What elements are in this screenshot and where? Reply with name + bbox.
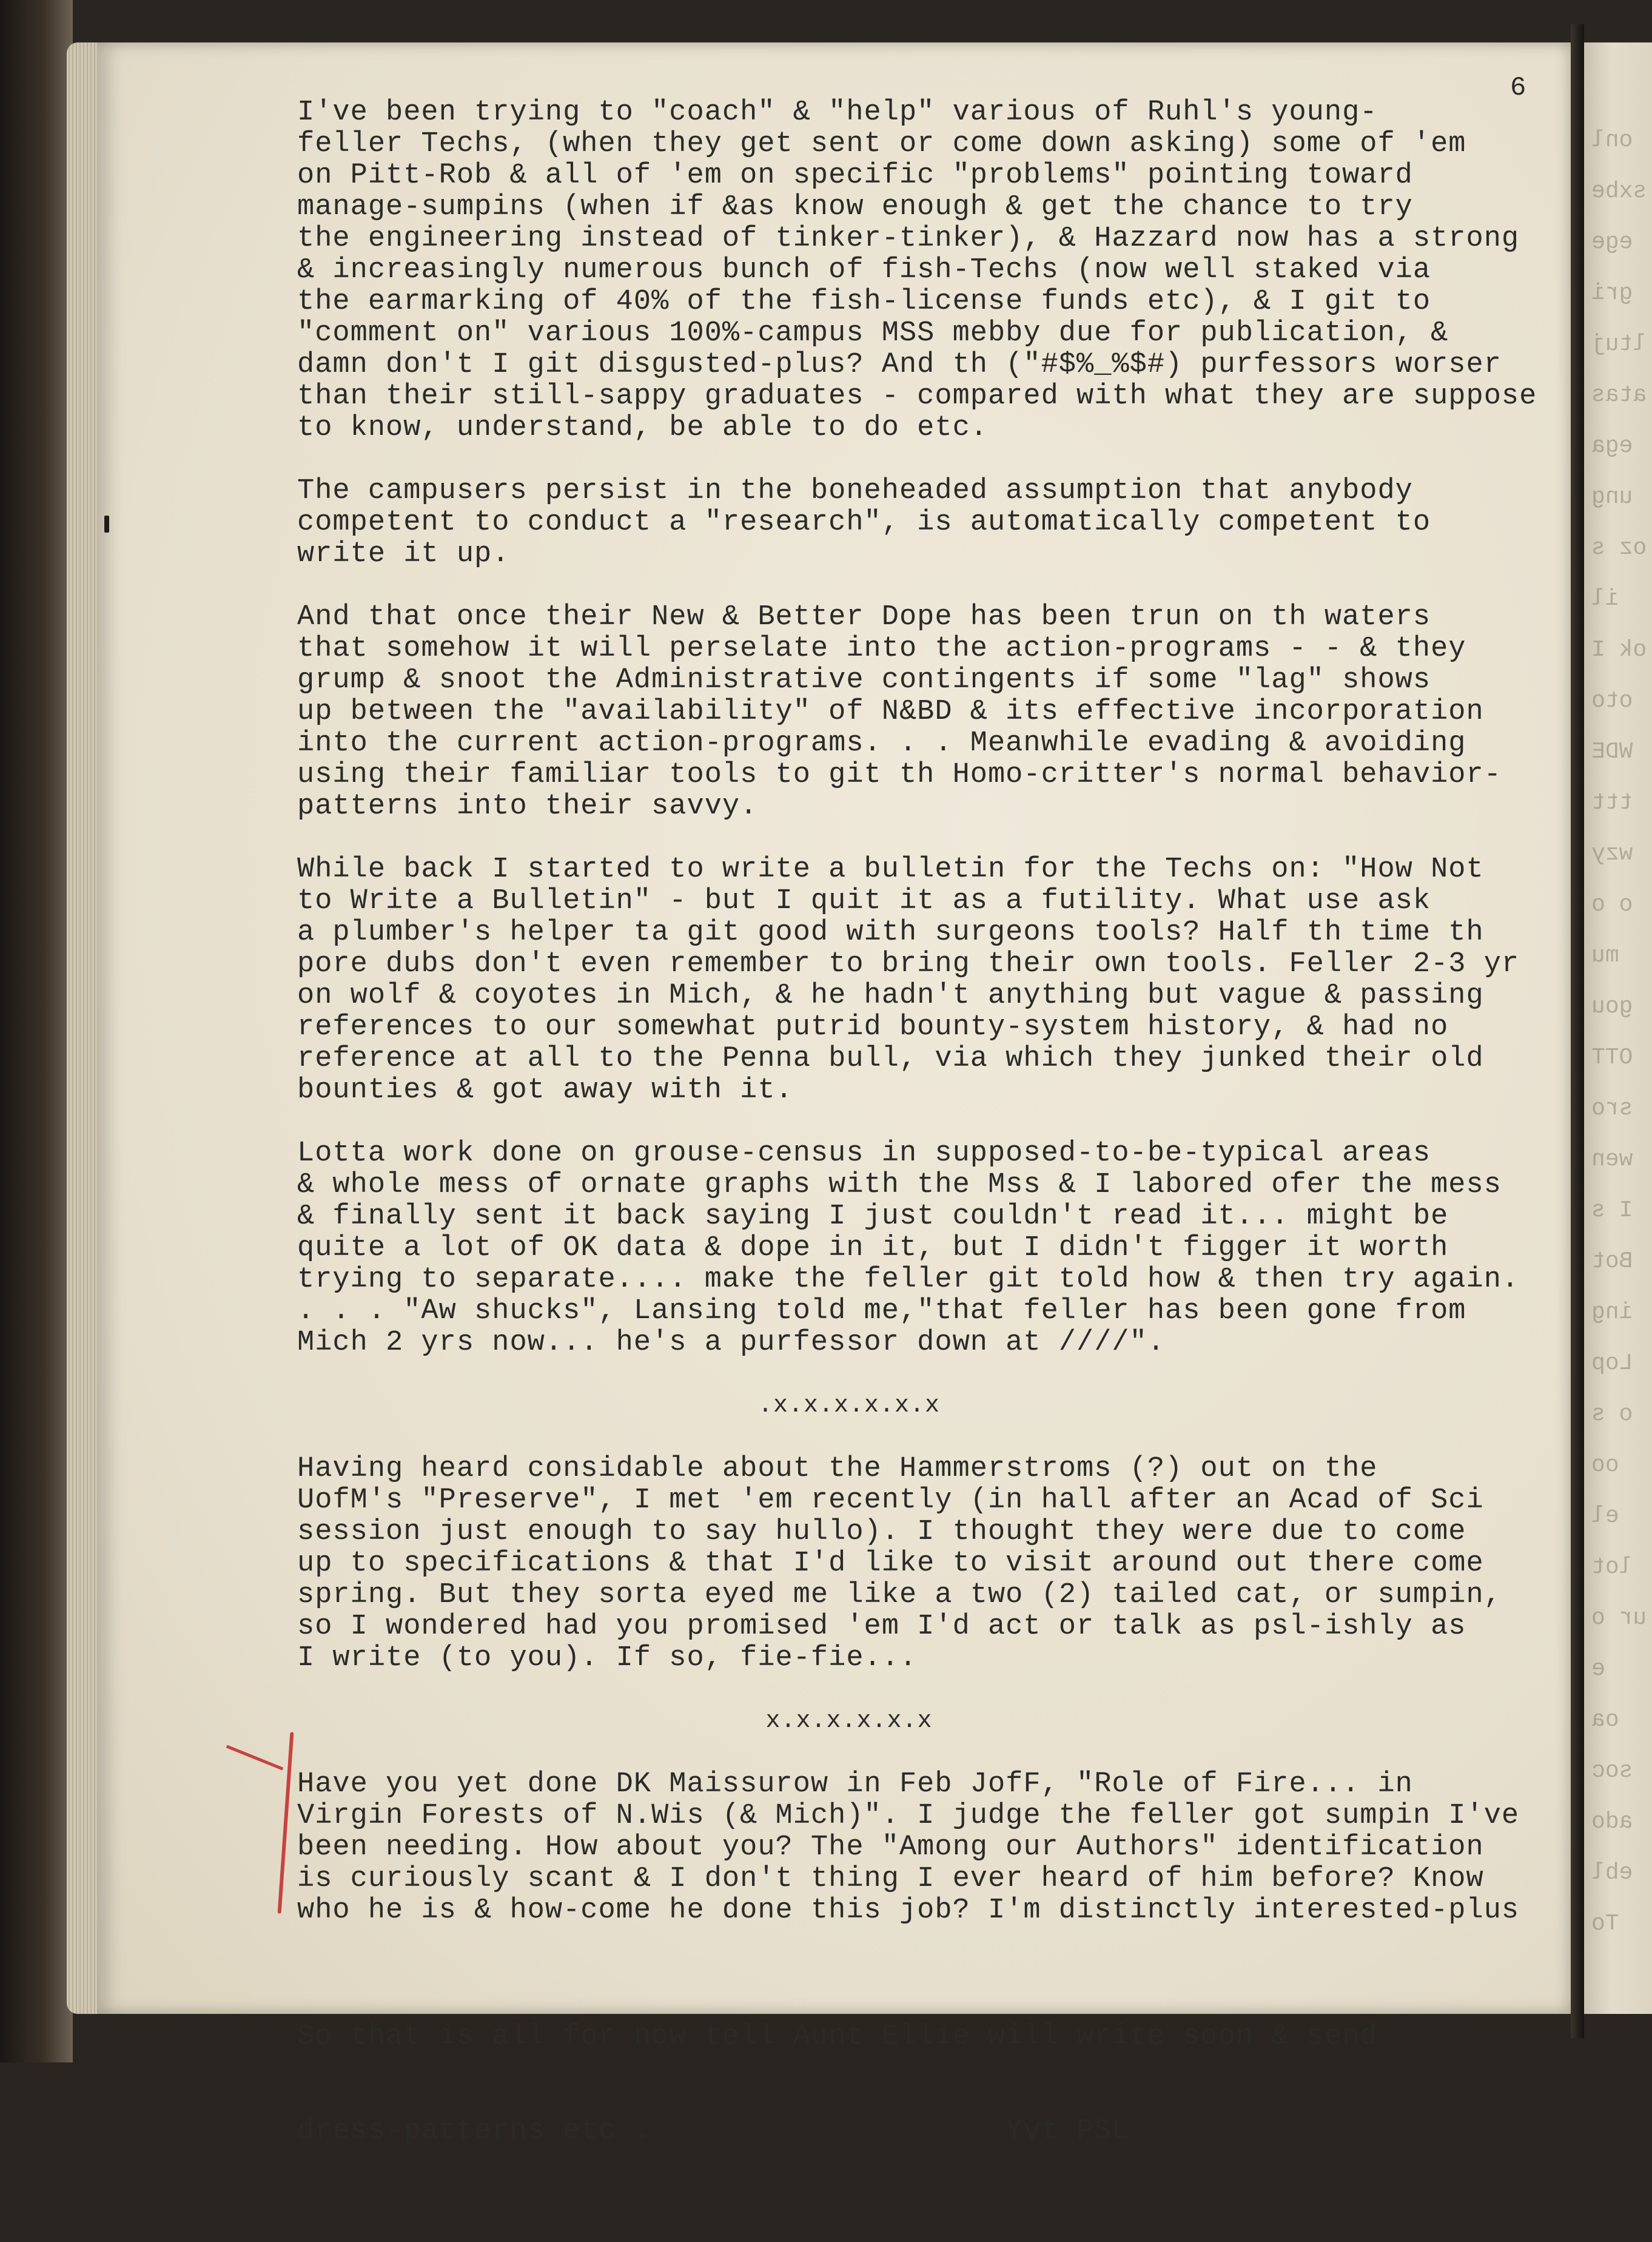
typed-line: & whole mess of ornate graphs with the Mss & I labored ofer the mess xyxy=(297,1169,1502,1201)
bleed-through-text: sxbe xyxy=(1591,178,1647,204)
bleed-through-text: Bot xyxy=(1591,1248,1633,1274)
paragraph xyxy=(297,854,1571,1106)
typed-line: bounties & got away with it. xyxy=(297,1074,793,1106)
bleed-through-text: Lop xyxy=(1591,1350,1633,1376)
letter-section-3 xyxy=(297,1769,1571,1927)
typed-line: been needing. How about you? The "Among our Authors" identification xyxy=(297,1831,1484,1863)
paragraph xyxy=(297,97,1571,444)
typed-line: competent to conduct a "research", is automatically competent to xyxy=(297,507,1431,539)
bleed-through-text: ltuj xyxy=(1591,331,1647,357)
book-spine xyxy=(0,0,73,2062)
bleed-through-text: e xyxy=(1591,1656,1605,1682)
bleed-through-text: gou xyxy=(1591,994,1633,1020)
typed-line: trying to separate.... make the feller git told how & then try again. xyxy=(297,1264,1520,1296)
typed-line: quite a lot of OK data & dope in it, but I didn't figger it worth xyxy=(297,1232,1449,1264)
typed-line: I write (to you). If so, fie-fie... xyxy=(297,1642,918,1674)
bleed-through-text: wen xyxy=(1591,1146,1633,1173)
typed-line: & increasingly numerous bunch of fish-Techs (now well staked via xyxy=(297,254,1431,286)
typed-line: on wolf & coyotes in Mich, & he hadn't anything but vague & passing xyxy=(297,980,1484,1012)
typed-line: using their familiar tools to git th Homo-critter's normal behavior- xyxy=(297,759,1502,791)
bleed-through-text: ur o xyxy=(1591,1605,1647,1631)
bleed-through-text: gri xyxy=(1591,280,1633,306)
typed-line: pore dubs don't even remember to bring their own tools. Feller 2-3 yr xyxy=(297,948,1520,980)
bleed-through-text: lot xyxy=(1591,1554,1633,1580)
typed-line: Mich 2 yrs now... he's a purfessor down at ////". xyxy=(297,1327,1166,1359)
typed-line: "comment on" various 100%-campus MSS mebby due for publication, & xyxy=(297,317,1449,349)
typed-line: up between the "availability" of N&BD & its effective incorporation xyxy=(297,696,1484,728)
typed-line: reference at all to the Penna bull, via which they junked their old xyxy=(297,1043,1484,1075)
typed-line: up to specifications & that I'd like to visit around out there come xyxy=(297,1547,1484,1580)
typed-line: to know, understand, be able to do etc. xyxy=(297,412,988,444)
typed-line: into the current action-programs. . . Meanwhile evading & avoiding xyxy=(297,727,1466,759)
typed-line: I've been trying to "coach" & "help" various of Ruhl's young- xyxy=(297,96,1378,129)
paragraph xyxy=(297,1769,1571,1927)
page-number: 6 xyxy=(1510,73,1526,103)
typed-line: And that once their New & Better Dope has been trun on th waters xyxy=(297,601,1431,633)
typed-line: that somehow it will perselate into the action-programs - - & they xyxy=(297,633,1466,665)
typed-line: Virgin Forests of N.Wis (& Mich)". I judge the feller got sumpin I've xyxy=(297,1800,1520,1832)
bleed-through-text: oto xyxy=(1591,688,1633,714)
bleed-through-text: soc xyxy=(1591,1758,1633,1784)
paragraph xyxy=(297,1453,1571,1674)
typed-line: who he is & how-come he done this job? I'm distinctly interested-plus xyxy=(297,1894,1520,1927)
bleed-through-text: wzy xyxy=(1591,841,1633,867)
bleed-through-text: el xyxy=(1591,1503,1619,1529)
section-divider-2: x.x.x.x.x.x xyxy=(765,1708,933,1735)
paragraph xyxy=(297,476,1571,570)
bleed-through-text: oz s xyxy=(1591,535,1647,561)
typed-line: While back I started to write a bulletin for the Techs on: "How Not xyxy=(297,853,1484,886)
typed-line: Have you yet done DK Maissurow in Feb JofF, "Role of Fire... in xyxy=(297,1768,1413,1800)
typed-line: manage-sumpins (when if &as know enough & get the chance to try xyxy=(297,191,1413,223)
typed-line: on Pitt-Rob & all of 'em on specific "problems" pointing toward xyxy=(297,160,1413,192)
bleed-through-text: ung xyxy=(1591,484,1633,510)
typed-line: feller Techs, (when they get sent or come down asking) some of 'em xyxy=(297,128,1466,160)
bleed-through-text: ok I xyxy=(1591,637,1647,663)
book-gutter xyxy=(1571,24,1584,2038)
bleed-through-text: sro xyxy=(1591,1096,1633,1122)
typed-line: Lotta work done on grouse-census in supposed-to-be-typical areas xyxy=(297,1137,1431,1170)
bleed-through-text: o o xyxy=(1591,892,1633,918)
typed-line: the earmarking of 40% of the fish-license funds etc), & I git to xyxy=(297,286,1431,318)
closing-and-signature xyxy=(297,1958,1571,2210)
typed-line: the engineering instead of tinker-tinker), & Hazzard now has a strong xyxy=(297,223,1520,255)
typed-line: patterns into their savvy. xyxy=(297,790,758,823)
typed-line: session just enough to say hullo). I thought they were due to come xyxy=(297,1516,1466,1548)
typed-line: write it up. xyxy=(297,538,510,570)
typed-line: references to our somewhat putrid bounty-system history, & had no xyxy=(297,1011,1449,1043)
typed-line: Having heard considable about the Hammerstroms (?) out on the xyxy=(297,1453,1378,1485)
typed-line: grump & snoot the Administrative contingents if some "lag" shows xyxy=(297,664,1431,696)
bleed-through-text: ega xyxy=(1591,433,1633,459)
bleed-through-text: oo xyxy=(1591,1452,1619,1478)
typed-line: The campusers persist in the boneheaded assumption that anybody xyxy=(297,475,1413,507)
typed-line: spring. But they sorta eyed me like a two (2) tailed cat, or sumpin, xyxy=(297,1579,1502,1611)
paragraph xyxy=(297,1138,1571,1359)
signature-line: dress-patterns etc . Yvt PSL xyxy=(297,2115,1130,2147)
letter-section-2 xyxy=(297,1453,1571,1674)
typed-line: UofM's "Preserve", I met 'em recently (in hall after an Acad of Sci xyxy=(297,1484,1484,1517)
bleed-through-text: mu xyxy=(1591,943,1619,969)
bleed-through-text: oa xyxy=(1591,1707,1619,1733)
typed-line: to Write a Bulletin" - but I quit it as a futility. What use ask xyxy=(297,885,1431,917)
bleed-through-text: il xyxy=(1591,586,1619,612)
bleed-through-text: I s xyxy=(1591,1197,1633,1224)
typed-line: so I wondered had you promised 'em I'd act or talk as psl-ishly as xyxy=(297,1611,1466,1643)
bleed-through-text: ebl xyxy=(1591,1860,1633,1886)
closing-line: So that is all for now tell Aunt Ellie will write soon & send xyxy=(297,2021,1378,2053)
section-divider-1: .x.x.x.x.x.x xyxy=(757,1392,941,1419)
bleed-through-text: ado xyxy=(1591,1809,1633,1835)
binding-mark xyxy=(104,516,109,533)
typed-line: is curiously scant & I don't thing I ever heard of him before? Know xyxy=(297,1863,1484,1895)
bleed-through-text: onl xyxy=(1591,127,1633,153)
paragraph xyxy=(297,602,1571,823)
letter-section-1 xyxy=(297,97,1571,1359)
bleed-through-text: ttt xyxy=(1591,790,1633,816)
typed-line: . . . "Aw shucks", Lansing told me,"that feller has been gone from xyxy=(297,1295,1466,1327)
bleed-through-text: ing xyxy=(1591,1299,1633,1325)
typed-line: & finally sent it back saying I just couldn't read it... might be xyxy=(297,1200,1449,1233)
bleed-through-text: ege xyxy=(1591,229,1633,255)
typed-line: a plumber's helper ta git good with surgeons tools? Half th time th xyxy=(297,917,1484,949)
bleed-through-text: o s xyxy=(1591,1401,1633,1427)
typed-line: damn don't I git disgusted-plus? And th ("#$%_%$#) purfessors worser xyxy=(297,349,1502,381)
facing-page-edge xyxy=(1584,42,1652,2014)
bleed-through-text: WDE xyxy=(1591,739,1633,765)
bleed-through-text: To xyxy=(1591,1911,1619,1937)
bleed-through-text: atas xyxy=(1591,382,1647,408)
typed-letter-body xyxy=(297,97,1571,2242)
typed-line: than their still-sappy graduates - compared with what they are suppose xyxy=(297,380,1537,412)
bleed-through-text: OTT xyxy=(1591,1045,1633,1071)
